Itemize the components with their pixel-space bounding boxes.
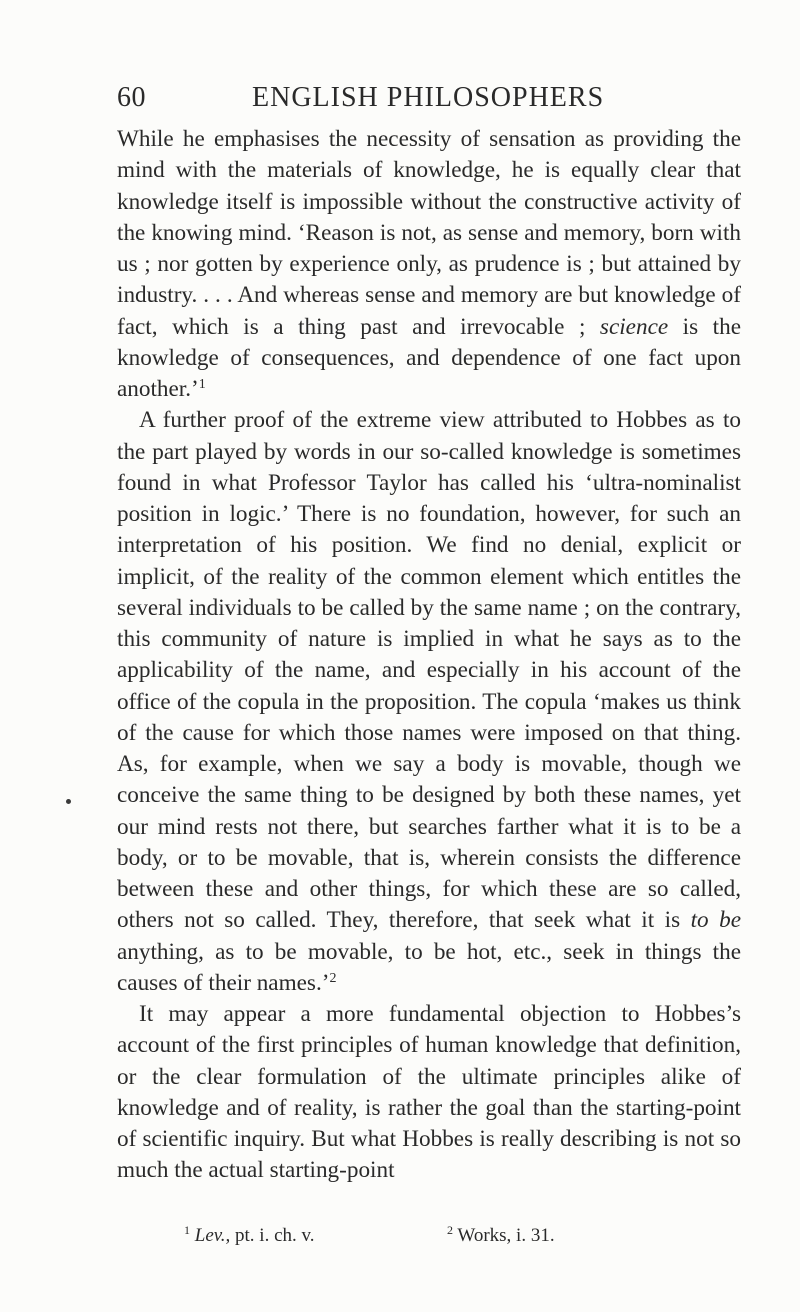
body-text — [117, 124, 741, 1187]
paragraph-2 — [117, 405, 741, 999]
paragraph-1-text-a: While he emphasises the necessity of sensation as providing the mind with the materials of knowledge, he is equally clear that knowledge itself is impossible without the constructive activity of the knowing mind. ‘Reason is not, as sense and memory, born with us ; nor gotten by experience only, as prudence is ; but attained by industry. . . . And whereas sense and memory are but knowledge of fact, which is a thing past and irrevocable ; — [117, 126, 741, 340]
paragraph-2-text-b: anything, as to be movable, to be hot, etc., seek in things the causes of their names.’ — [117, 938, 741, 996]
footnote-2-mark: 2 — [447, 1223, 453, 1237]
page-header — [117, 82, 741, 122]
paragraph-3 — [117, 999, 741, 1187]
paragraph-3-text: It may appear a more fundamental objection to Hobbes’s account of the first principles of human knowledge that definition, or the clear formulation of the ultimate principles alike of knowledge and of reality, is rather the goal than the starting-point of scientific inquiry. But what Hobbes is really describing is not so much the actual starting-point — [117, 1001, 741, 1184]
running-title: ENGLISH PHILOSOPHERS — [252, 82, 605, 113]
paragraph-2-italic: to be — [690, 907, 741, 934]
footnote-ref-2: 2 — [329, 970, 337, 986]
footnote-ref-1: 1 — [198, 377, 206, 392]
footnotes — [117, 1223, 741, 1253]
margin-dot-mark — [66, 799, 71, 804]
paragraph-1-text-b: is the knowledge of consequences, and dependence of one fact upon another.’ — [117, 313, 742, 402]
footnote-2 — [447, 1223, 555, 1249]
paragraph-1-italic: science — [599, 313, 669, 340]
footnote-1-italic: Lev., — [194, 1225, 231, 1246]
paragraph-2-text-a: A further proof of the extreme view attributed to Hobbes as to the part played by words in our so-called knowledge is sometimes found in what Professor Taylor has called his ‘ultra-nominalist position in logic.’ There is no foundation, however, for such an interpretation of his position. We find no denial, explicit or implicit, of the reality of the common element which entitles the several individuals to be called by the same name ; on the contrary, this community of nature is implied in what he says as to the applicability of the name, and especially in his account of the office of the copula in the proposition. The copula ‘makes us think of the cause for which those names were imposed on that thing. As, for example, when we say a body is movable, though we conceive the same thing to be designed by both these names, yet our mind rests not there, but searches farther what it is to be a body, or to be movable, that is, wherein consists the difference between these and other things, for which these are so called, others not so called. They, therefore, that seek what it is — [117, 407, 741, 934]
paragraph-1 — [117, 124, 741, 405]
page-number: 60 — [117, 82, 146, 113]
footnote-2-text: Works, i. 31. — [457, 1225, 555, 1246]
footnote-1-text: pt. i. ch. v. — [230, 1225, 315, 1246]
footnote-1-mark: 1 — [184, 1223, 190, 1237]
footnote-1 — [184, 1223, 315, 1249]
